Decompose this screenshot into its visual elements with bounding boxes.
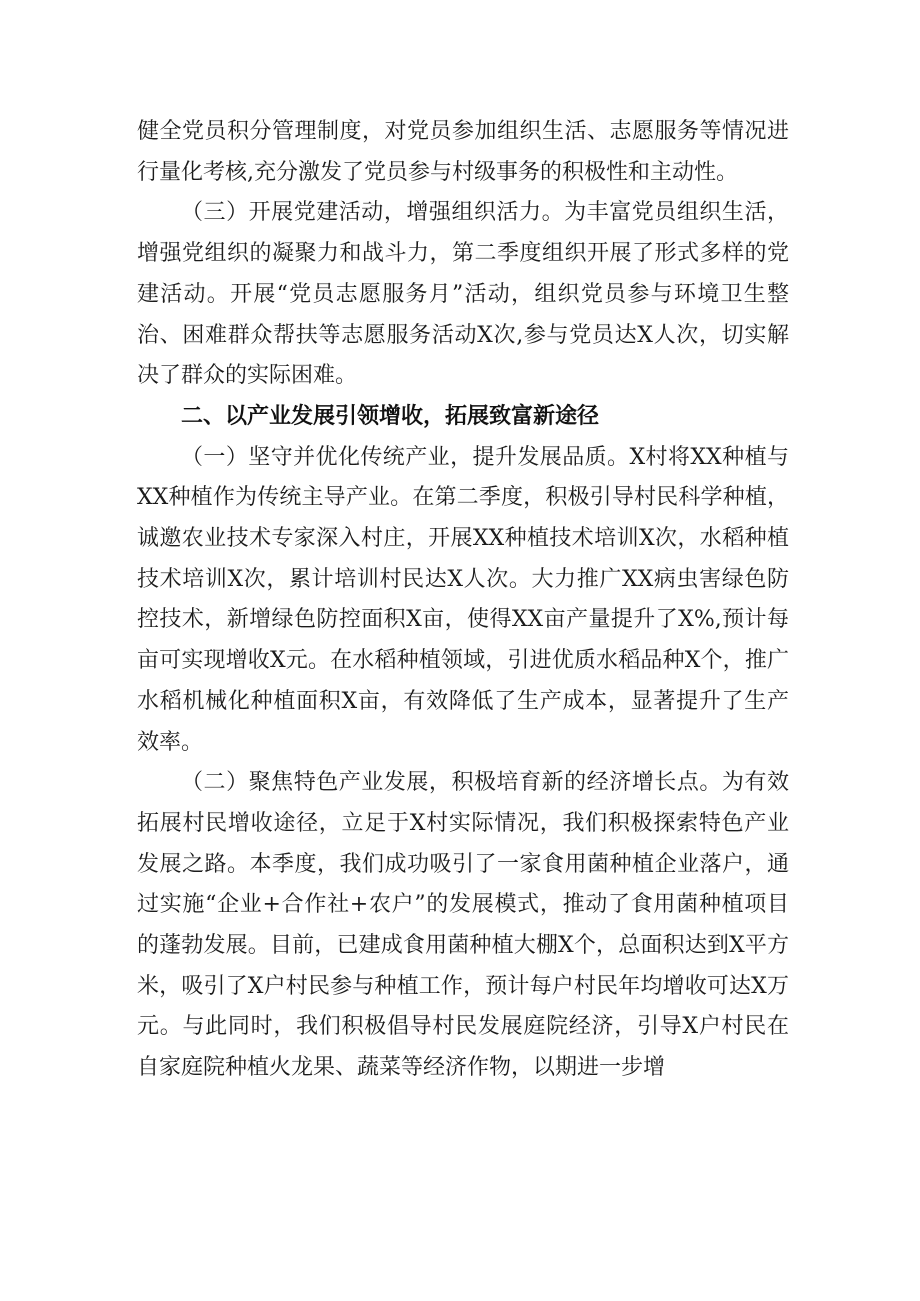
paragraph-party-points-continued: 健全党员积分管理制度，对党员参加组织生活、志愿服务等情况进行量化考核,充分激发了党员参与村级事务的积极性和主动性。 [137, 119, 789, 185]
paragraph-traditional-industry: （一）坚守并优化传统产业，提升发展品质。X村将XX种植与XX种植作为传统主导产业。在第二季度，积极引导村民科学种植，诚邀农业技术专家深入村庄，开展XX种植技术培训X次，水稻种植技术培训X次，累计培训村民达X人次。大力推广XX病虫害绿色防控技术，新增绿色防控面积X亩，使得XX亩产量提升了X%,预计每亩可实现增收X元。在水稻种植领域，引进优质水稻品种X个，推广水稻机械化种植面积X亩，有效降低了生产成本，显著提升了生产效率。 [137, 444, 789, 755]
document-body [137, 112, 789, 1089]
paragraph-party-activities: （三）开展党建活动，增强组织活力。为丰富党员组织生活，增强党组织的凝聚力和战斗力，第二季度组织开展了形式多样的党建活动。开展“党员志愿服务月”活动，组织党员参与环境卫生整治、困难群众帮扶等志愿服务活动X次,参与党员达X人次，切实解决了群众的实际困难。 [137, 200, 789, 389]
section-heading-industry: 二、以产业发展引领增收，拓展致富新途径 [181, 403, 600, 429]
paragraph-specialty-industry: （二）聚焦特色产业发展，积极培育新的经济增长点。为有效拓展村民增收途径，立足于X村实际情况，我们积极探索特色产业发展之路。本季度，我们成功吸引了一家食用菌种植企业落户，通过实施“企业+合作社+农户”的发展模式，推动了食用菌种植项目的蓬勃发展。目前，已建成食用菌种植大棚X个，总面积达到X平方米，吸引了X户村民参与种植工作，预计每户村民年均增收可达X万元。与此同时，我们积极倡导村民发展庭院经济，引导X户村民在自家庭院种植火龙果、蔬菜等经济作物，以期进一步增 [137, 770, 789, 1081]
